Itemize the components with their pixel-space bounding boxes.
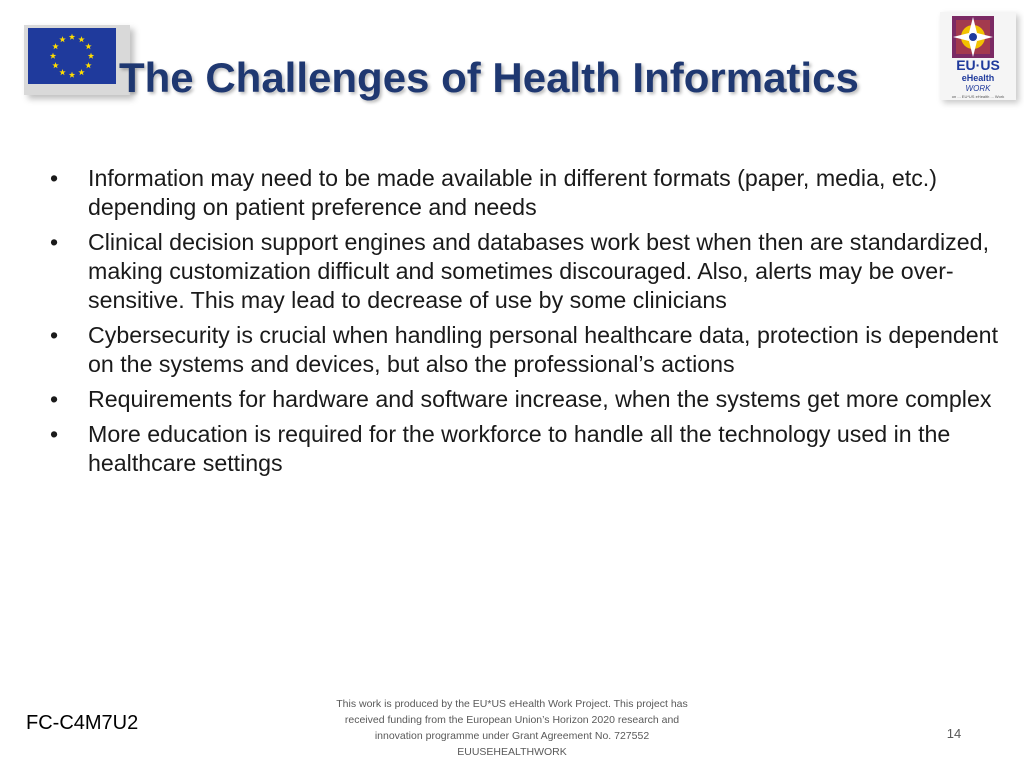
bullet-dot: •	[50, 229, 59, 255]
eu-star-icon	[50, 53, 56, 59]
eu-star-icon	[78, 69, 84, 75]
eu-star-icon	[59, 69, 65, 75]
eu-star-icon	[52, 62, 58, 68]
funding-notice	[300, 696, 724, 760]
eu-star-icon	[85, 62, 91, 68]
eu-flag-icon	[28, 28, 116, 84]
euus-logo-main: EU·US	[956, 57, 1000, 73]
bullet-dot: •	[50, 386, 59, 412]
eu-star-icon	[69, 34, 75, 40]
bullet-text: Requirements for hardware and software increase, when the systems get more complex	[88, 386, 992, 412]
eu-star-icon	[69, 72, 75, 78]
eu-star-icon	[85, 43, 91, 49]
funding-line: received funding from the European Union’s Horizon 2020 research and	[344, 714, 680, 726]
bullet-text: Information may need to be made available in different formats (paper, media, etc.) depending on patient preference and needs	[88, 165, 937, 220]
euus-logo-sub: eHealth	[961, 73, 995, 83]
eu-star-icon	[59, 36, 65, 42]
euus-ehealth-logo	[940, 12, 1016, 100]
slide-code: FC-C4M7U2	[26, 712, 139, 734]
euus-logo-sub2: WORK	[965, 84, 991, 93]
bullet-list	[48, 164, 998, 484]
funding-line: innovation programme under Grant Agreement No. 727552	[374, 730, 650, 742]
eu-star-icon	[88, 53, 94, 59]
eu-star-icon	[78, 36, 84, 42]
bullet-item	[48, 321, 998, 379]
slide-title: The Challenges of Health Informatics	[119, 54, 859, 101]
bullet-item	[48, 164, 998, 222]
eu-star-icon	[52, 43, 58, 49]
bullet-item	[48, 228, 998, 315]
page-number: 14	[946, 726, 962, 741]
bullet-item	[48, 385, 998, 414]
funding-line: This work is produced by the EU*US eHealth Work Project. This project has	[336, 698, 688, 710]
eu-flag-logo	[24, 25, 130, 95]
bullet-item	[48, 420, 998, 478]
bullet-dot: •	[50, 322, 59, 348]
funding-line: EUUSEHEALTHWORK	[457, 746, 567, 758]
bullet-text: Clinical decision support engines and databases work best when then are standardized, making customization difficult and sometimes discouraged. Also, alerts may be over-sensitive. This may lead to decrease of use by some clinicians	[88, 229, 990, 313]
bullet-dot: •	[50, 421, 59, 447]
bullet-text: More education is required for the workforce to handle all the technology used in the healthcare settings	[88, 421, 951, 476]
euus-logo-tiny: on ... EU*US eHealth ... Work	[951, 94, 1005, 99]
bullet-text: Cybersecurity is crucial when handling personal healthcare data, protection is dependent on the systems and devices, but also the professional’s actions	[88, 322, 999, 377]
bullet-dot: •	[50, 165, 59, 191]
